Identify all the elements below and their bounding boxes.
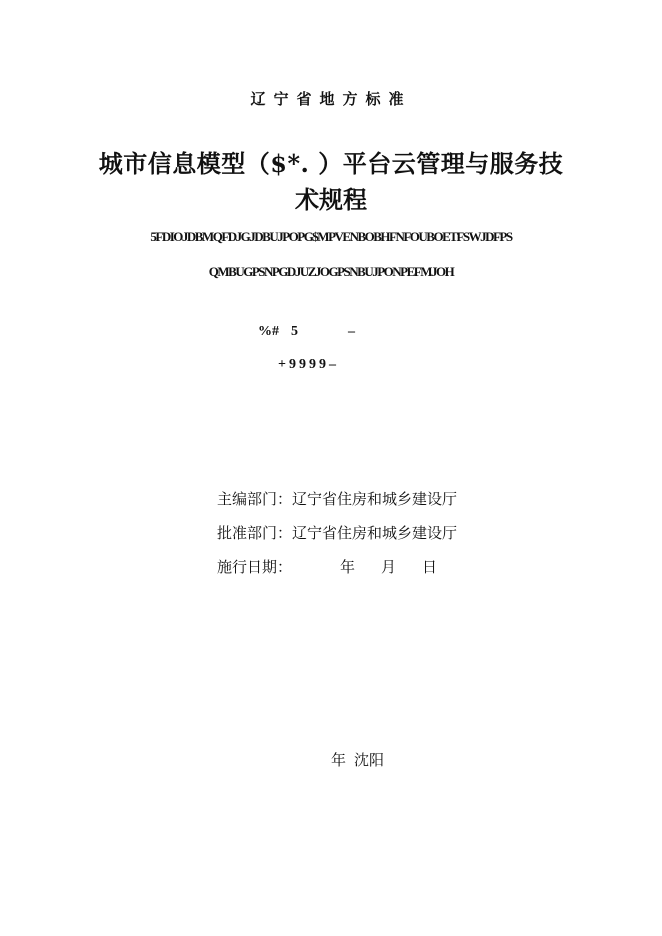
editor-department-row	[217, 488, 457, 509]
effective-date-month: 月	[381, 558, 397, 576]
approver-department-value: 辽宁省住房和城乡建设厅	[292, 524, 458, 542]
publication-year: 年	[331, 751, 347, 769]
english-title-line-1: 5FDIOJDBMQFDJGJDBUJPOPG$MPVENBOBHFNFOUBOETFSWJDFPS	[150, 229, 512, 244]
effective-date-label: 施行日期：	[217, 558, 293, 576]
editor-department-label: 主编部门：	[217, 490, 293, 508]
effective-date-row	[217, 556, 437, 577]
approver-department-label: 批准部门：	[217, 524, 293, 542]
document-title-line-2: 术规程	[295, 185, 367, 214]
effective-date-day: 日	[422, 558, 438, 576]
standard-record-number: +9999–	[278, 357, 339, 372]
standard-code-number: 5	[291, 324, 298, 339]
standard-code	[258, 324, 355, 340]
effective-date-year: 年	[340, 558, 356, 576]
editor-department-value: 辽宁省住房和城乡建设厅	[292, 490, 458, 508]
approver-department-row	[217, 522, 457, 543]
standard-code-dash: –	[348, 324, 355, 339]
publication-footer	[331, 749, 384, 770]
standard-type-heading: 辽宁省地方标准	[250, 90, 412, 108]
standard-code-prefix: %#	[258, 324, 279, 339]
publication-city: 沈阳	[354, 751, 385, 769]
english-title-line-2: QMBUGPSNPGDJUZJOGPSNBUJPONPEFMJOH	[208, 264, 454, 279]
document-title-line-1: 城市信息模型（$*. ）平台云管理与服务技	[98, 149, 564, 178]
